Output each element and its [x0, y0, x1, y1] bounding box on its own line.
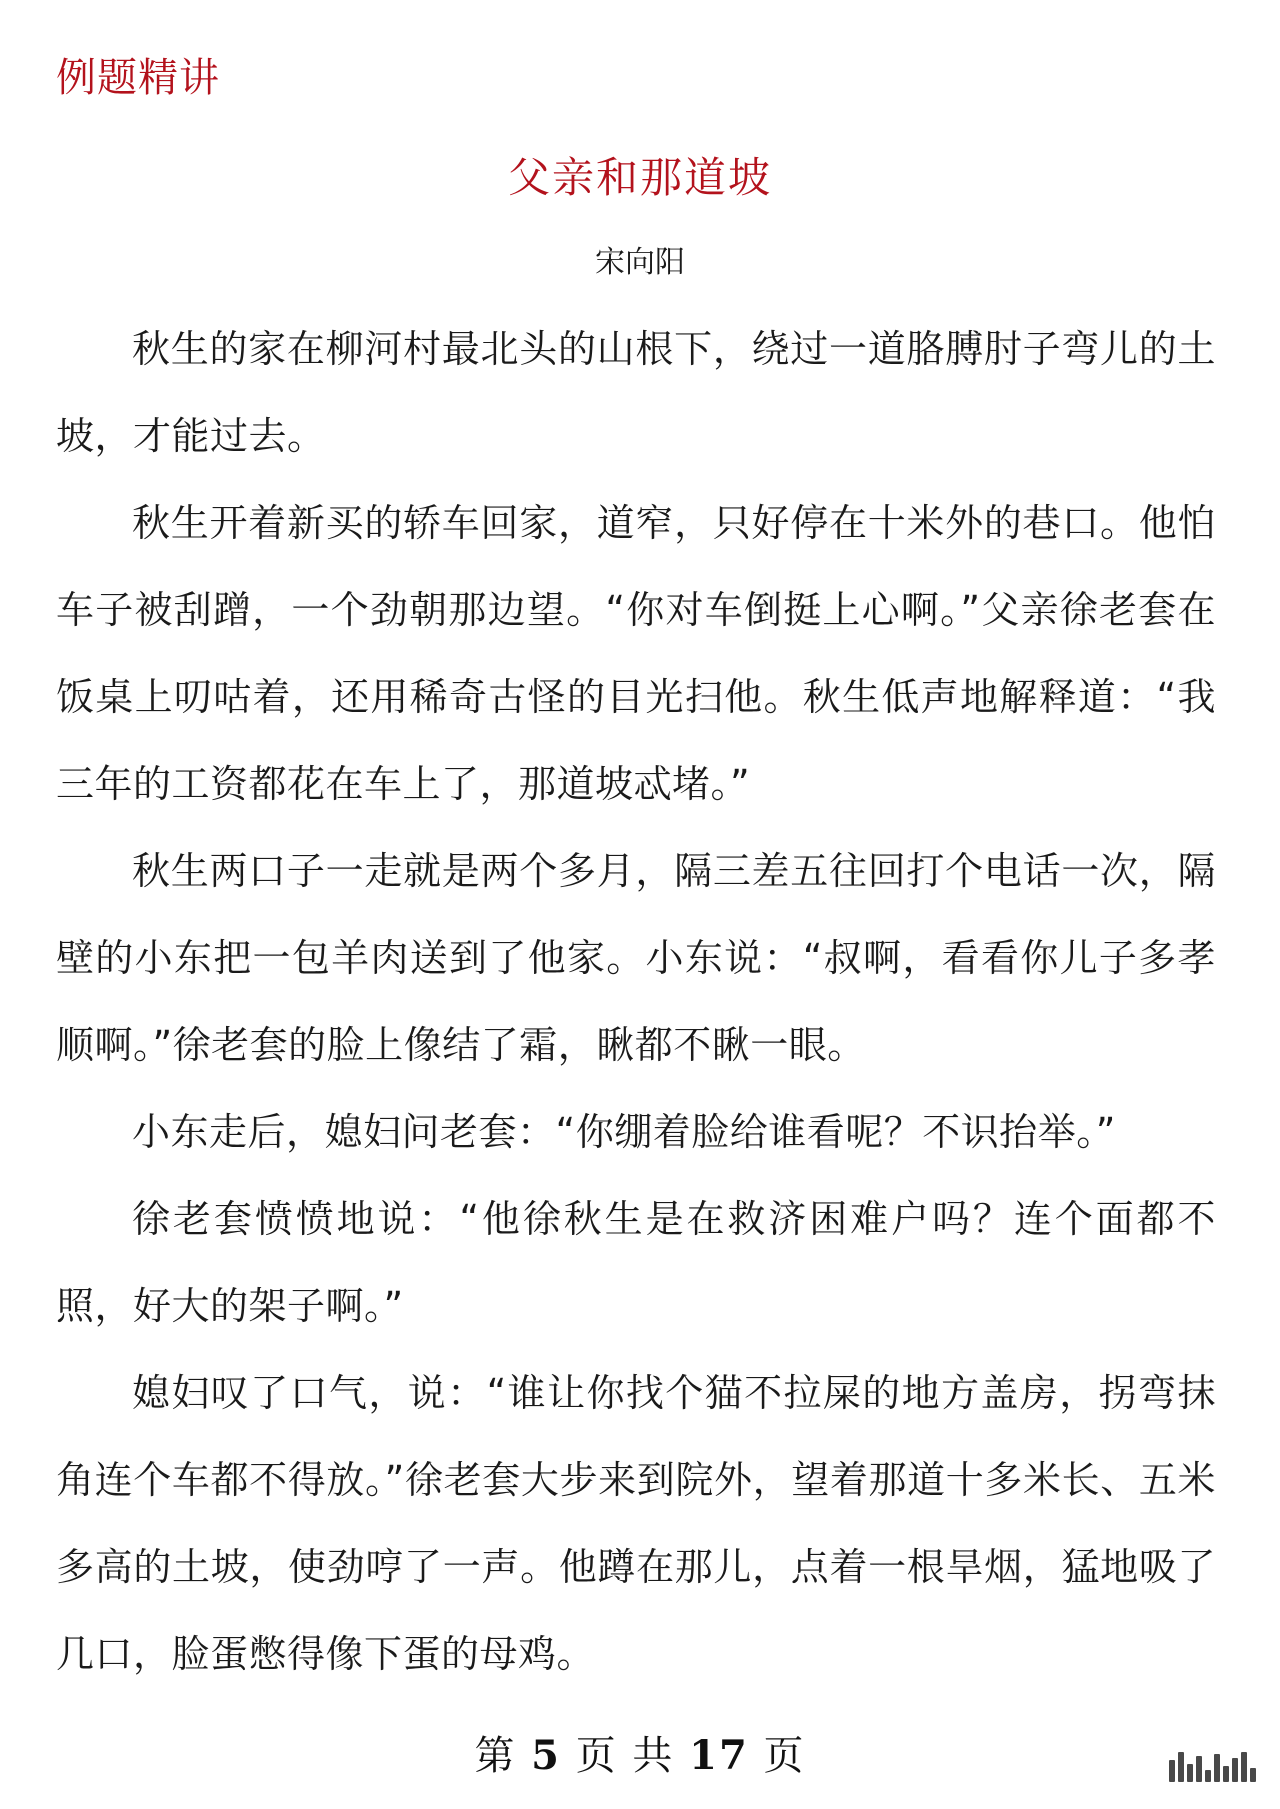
total-page-count: 17 — [689, 1732, 749, 1779]
current-page-number: 5 — [531, 1732, 561, 1779]
paragraph: 秋生开着新买的轿车回家，道窄，只好停在十米外的巷口。他怕车子被刮蹭，一个劲朝那边望。“你对车倒挺上心啊。”父亲徐老套在饭桌上叨咕着，还用稀奇古怪的目光扫他。秋生低声地解释道：“我三年的工资都花在车上了，那道坡忒堵。” — [56, 501, 1216, 806]
article-body — [56, 306, 1216, 1698]
paragraph: 媳妇叹了口气，说：“谁让你找个猫不拉屎的地方盖房，拐弯抹角连个车都不得放。”徐老套大步来到院外，望着那道十多米长、五米多高的土坡，使劲哼了一声。他蹲在那儿，点着一根旱烟，猛地吸了几口，脸蛋憋得像下蛋的母鸡。 — [56, 1371, 1216, 1676]
footer-middle: 页 共 — [575, 1733, 675, 1779]
footer-suffix: 页 — [763, 1733, 806, 1779]
paragraph: 徐老套愤愤地说：“他徐秋生是在救济困难户吗？连个面都不照，好大的架子啊。” — [56, 1197, 1216, 1328]
watermark-logo-icon — [1169, 1752, 1256, 1782]
paragraph: 小东走后，媳妇问老套：“你绷着脸给谁看呢？不识抬举。” — [132, 1110, 1116, 1154]
article-title: 父亲和那道坡 — [507, 153, 772, 202]
paragraph: 秋生的家在柳河村最北头的山根下，绕过一道胳膊肘子弯儿的土坡，才能过去。 — [56, 327, 1216, 458]
page-number-footer — [0, 1730, 1280, 1782]
section-label: 例题精讲 — [56, 55, 220, 101]
paragraph: 秋生两口子一走就是两个多月，隔三差五往回打个电话一次，隔壁的小东把一包羊肉送到了他家。小东说：“叔啊，看看你儿子多孝顺啊。”徐老套的脸上像结了霜，瞅都不瞅一眼。 — [56, 849, 1216, 1067]
article-author: 宋向阳 — [595, 245, 685, 280]
footer-prefix: 第 — [474, 1733, 517, 1779]
